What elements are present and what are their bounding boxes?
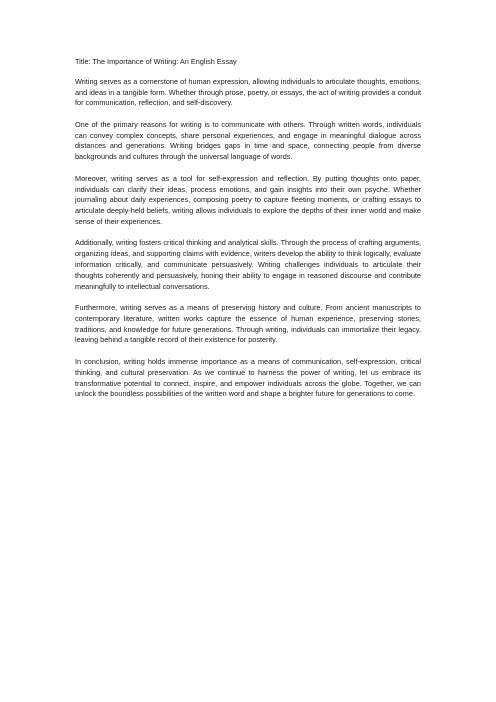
paragraph-2: One of the primary reasons for writing is to communicate with others. Through written words, individuals can convey complex concepts, share personal experiences, and engage in meaningful dialogue across distances and generations. Writing bridges gaps in time and space, connecting people from diverse backgrounds and cultures through the universal language of words. [75,119,421,162]
paragraph-3: Moreover, writing serves as a tool for self-expression and reflection. By putting thoughts onto paper, individuals can clarify their ideas, process emotions, and gain insights into their own psyche. Whether journaling about daily experiences, composing poetry to capture fleeting moments, or crafting essays to articulate deeply-held beliefs, writing allows individuals to explore the depths of their inner world and make sense of their experiences. [75,173,421,226]
paragraph-5: Furthermore, writing serves as a means of preserving history and culture. From ancient manuscripts to contemporary literature, written works capture the essence of human experience, preserving stories, traditions, and knowledge for future generations. Through writing, individuals can immortalize their legacy, leaving behind a tangible record of their existence for posterity. [75,303,421,345]
document-title: Title: The Importance of Writing: An English Essay [75,57,237,66]
paragraph-1: Writing serves as a cornerstone of human expression, allowing individuals to articulate thoughts, emotions, and ideas in a tangible form. Whether through prose, poetry, or essays, the act of writing provides a conduit for communication, reflection, and self-discovery. [75,76,421,108]
paragraph-4: Additionally, writing fosters critical thinking and analytical skills. Through the process of crafting arguments, organizing ideas, and supporting claims with evidence, writers develop the ability to think logically, evaluate information critically, and communicate persuasively. Writing challenges individuals to articulate their thoughts coherently and persuasively, honing their ability to engage in reasoned discourse and contribute meaningfully to intellectual conversations. [75,238,421,291]
document-body [75,57,421,411]
paragraph-6: In conclusion, writing holds immense importance as a means of communication, self-expression, critical thinking, and cultural preservation. As we continue to harness the power of writing, let us embrace its transformative potential to connect, inspire, and empower individuals across the globe. Together, we can unlock the boundless possibilities of the written word and shape a brighter future for generations to come. [75,356,421,399]
